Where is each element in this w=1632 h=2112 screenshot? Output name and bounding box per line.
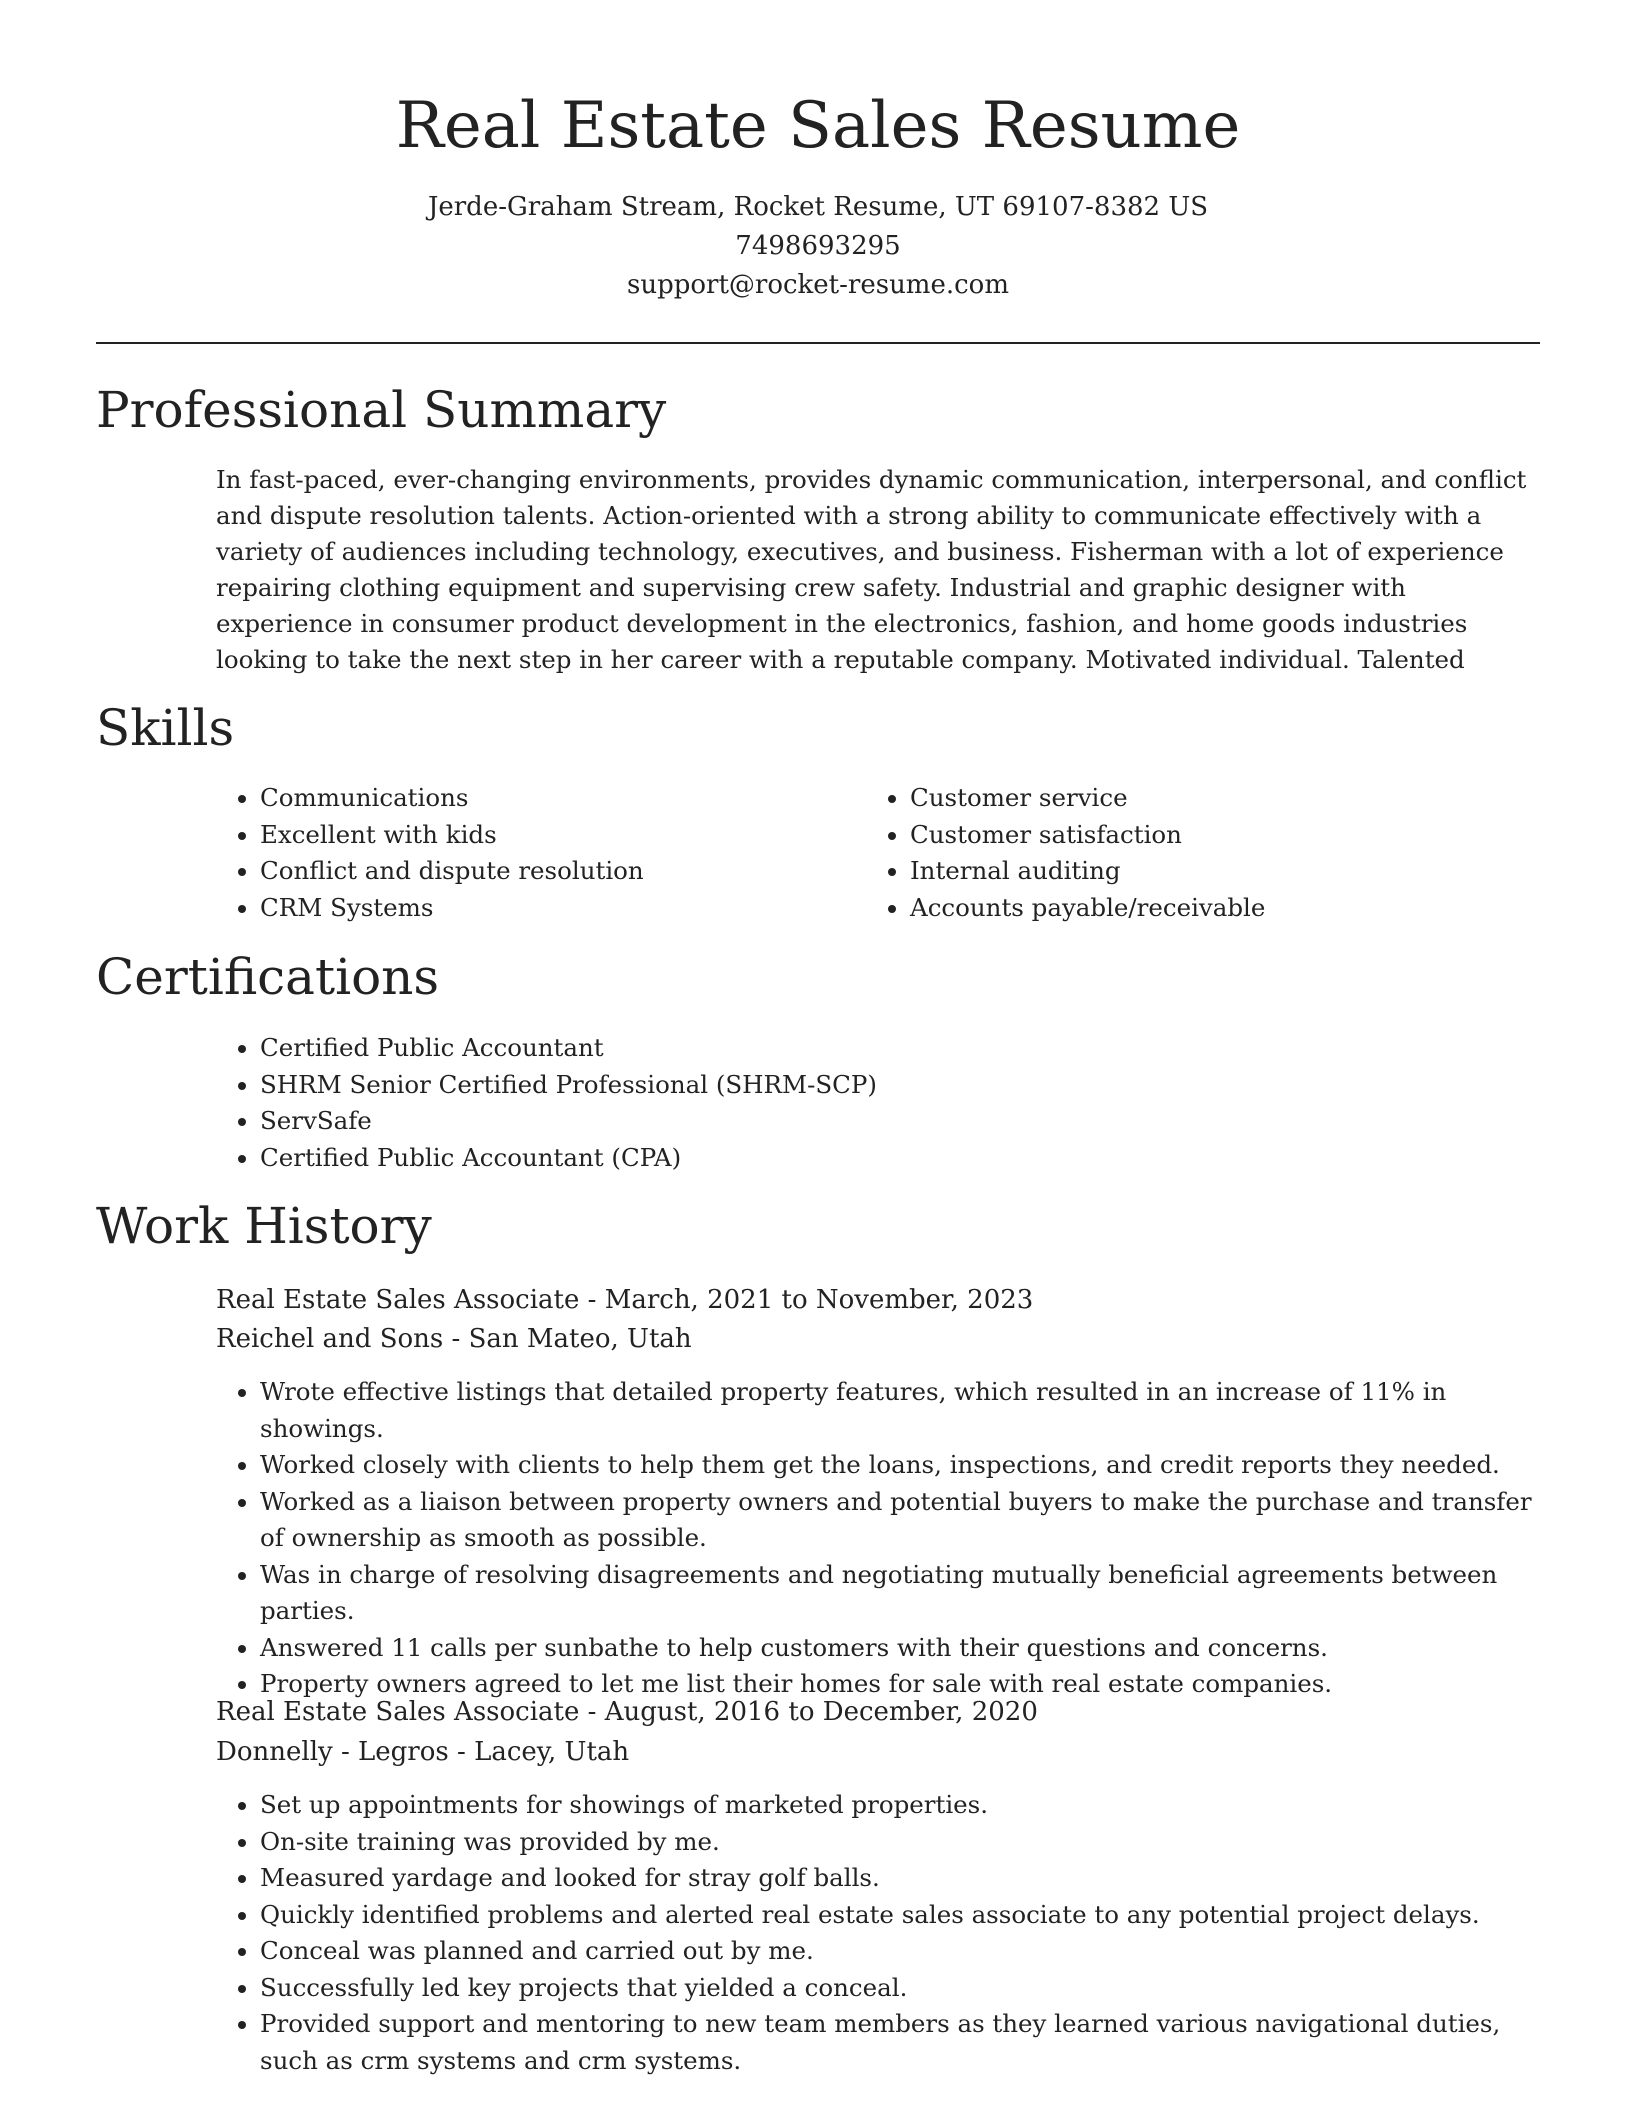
skill-item: • CRM Systems — [260, 890, 860, 927]
job-bullet: • Quickly identified problems and alerted real estate sales associate to any potential project delays. — [260, 1897, 1560, 1934]
skills-heading: Skills — [96, 699, 235, 757]
separator: - — [579, 1697, 605, 1727]
job-bullet: • Was in charge of resolving disagreements and negotiating mutually beneficial agreements between parties. — [260, 1557, 1550, 1630]
job-bullets — [216, 1374, 1550, 1703]
job-bullet: • Measured yardage and looked for stray golf balls. — [260, 1860, 1560, 1897]
job-location: Lacey, Utah — [474, 1737, 630, 1767]
skill-item: • Customer service — [910, 780, 1570, 817]
certifications-heading: Certifications — [96, 948, 440, 1006]
job-location: San Mateo, Utah — [468, 1324, 692, 1354]
skill-item: • Internal auditing — [910, 853, 1570, 890]
job-bullet: • Property owners agreed to let me list their homes for sale with real estate companies. — [260, 1666, 1550, 1703]
contact-email: support@rocket-resume.com — [626, 270, 1009, 300]
job-title: Real Estate Sales Associate — [216, 1697, 580, 1727]
separator: - — [448, 1737, 475, 1767]
job-company-line — [216, 1319, 692, 1359]
job-dates: March, 2021 to November, 2023 — [604, 1285, 1034, 1315]
summary-text: In fast-paced, ever-changing environments, provides dynamic communication, interpersonal, and conflict and dispute resolution talents. Action-oriented with a strong ability to communicate effectively with a variety of audiences including technology, executives, and business. Fisherman with a lot of experience repairing clothing equipment and supervising crew safety. Industrial and graphic designer with experience in consumer product development in the electronics, fashion, and home goods industries looking to take the next step in her career with a reputable company. Motivated individual. Talented — [216, 465, 1527, 674]
summary-heading: Professional Summary — [96, 381, 667, 439]
certification-item: • Certified Public Accountant (CPA) — [260, 1140, 1560, 1177]
job-company: Reichel and Sons — [216, 1324, 444, 1354]
certification-item: • SHRM Senior Certified Professional (SHRM-SCP) — [260, 1067, 1560, 1104]
skill-item: • Customer satisfaction — [910, 817, 1570, 854]
work-history-heading: Work History — [96, 1197, 432, 1255]
skill-item: • Excellent with kids — [260, 817, 860, 854]
separator: - — [579, 1285, 605, 1315]
job-bullet: • On-site training was provided by me. — [260, 1824, 1560, 1861]
job-bullets — [216, 1787, 1560, 2079]
skill-item: • Conflict and dispute resolution — [260, 853, 860, 890]
certifications-list — [216, 1030, 1560, 1176]
page-title: Real Estate Sales Resume — [395, 89, 1241, 163]
job-title: Real Estate Sales Associate — [216, 1285, 580, 1315]
skills-list-left — [216, 780, 860, 926]
job-bullet: • Wrote effective listings that detailed property features, which resulted in an increase of 11% in showings. — [260, 1374, 1550, 1447]
contact-phone: 7498693295 — [735, 231, 901, 261]
certification-item: • Certified Public Accountant — [260, 1030, 1560, 1067]
job-bullet: • Answered 11 calls per sunbathe to help customers with their questions and concerns. — [260, 1630, 1550, 1667]
contact-address: Jerde-Graham Stream, Rocket Resume, UT 69107-8382 US — [427, 192, 1209, 222]
certification-item: • ServSafe — [260, 1103, 1560, 1140]
job-title-line — [216, 1692, 1038, 1732]
job-bullet: • Successfully led key projects that yielded a conceal. — [260, 1970, 1560, 2007]
job-title-line — [216, 1280, 1033, 1320]
skill-item: • Accounts payable/receivable — [910, 890, 1570, 927]
skills-list-right — [866, 780, 1570, 926]
header-divider — [96, 342, 1540, 344]
job-company-line — [216, 1732, 629, 1772]
resume-header — [96, 84, 1540, 305]
job-bullet: • Conceal was planned and carried out by me. — [260, 1933, 1560, 1970]
contact-block — [96, 188, 1540, 305]
skill-item: • Communications — [260, 780, 860, 817]
job-dates: August, 2016 to December, 2020 — [604, 1697, 1038, 1727]
job-bullet: • Provided support and mentoring to new team members as they learned various navigational duties, such as crm systems and crm systems. — [260, 2006, 1560, 2079]
separator: - — [443, 1324, 469, 1354]
job-company: Donnelly - Legros — [216, 1737, 449, 1767]
job-bullet: • Worked closely with clients to help them get the loans, inspections, and credit reports they needed. — [260, 1447, 1550, 1484]
job-bullet: • Set up appointments for showings of marketed properties. — [260, 1787, 1560, 1824]
job-bullet: • Worked as a liaison between property owners and potential buyers to make the purchase and transfer of ownership as smooth as possible. — [260, 1484, 1550, 1557]
